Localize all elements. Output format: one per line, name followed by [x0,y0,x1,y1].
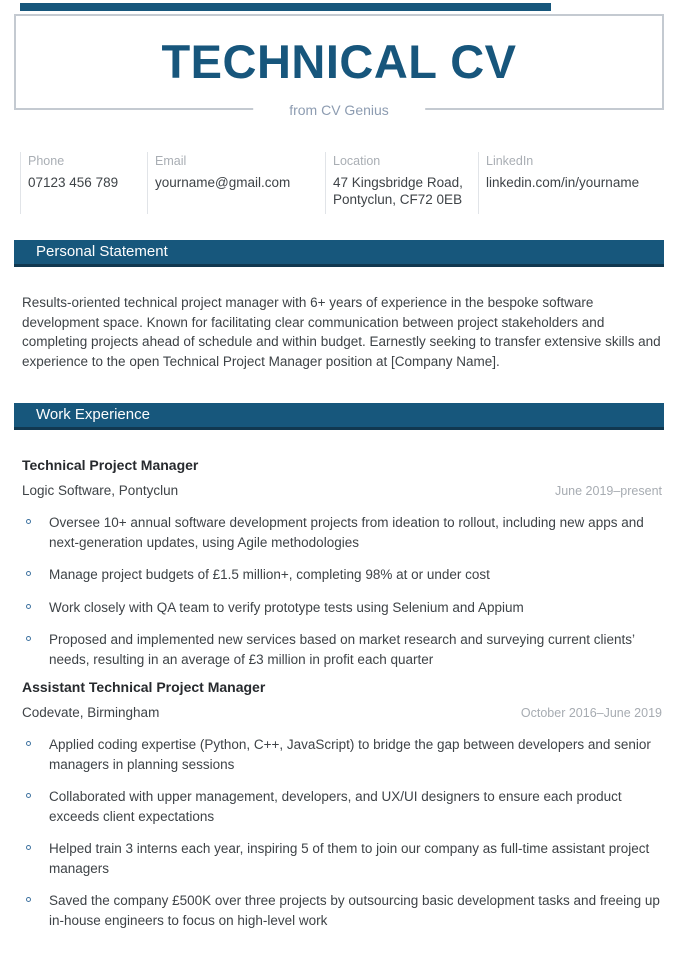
job-bullet-text: Saved the company £500K over three projects by outsourcing basic development tasks and freeing up in-house engineers to focus on high-level work [49,893,660,928]
job-bullet-text: Manage project budgets of £1.5 million+, completing 98% at or under cost [49,567,490,582]
contact-strip [20,152,664,214]
contact-value-email: yourname@gmail.com [155,175,291,190]
personal-statement-text: Results-oriented technical project manager with 6+ years of experience in the bespoke software development space. Known for facilitating clear communication between project stakeholders and completing projects ahead of schedule and within budget. Earnestly seeking to transfer extensive skills and experience to the open Technical Project Manager position at [Company Name]. [22,295,661,369]
job-dates: October 2016–June 2019 [520,706,662,720]
bullet-circle-icon [26,741,31,746]
job-company: Logic Software, Pontyclun [22,483,179,498]
contact-label-email: Email [155,154,187,168]
job-title: Technical Project Manager [22,457,199,473]
job-bullet-list [22,513,662,669]
section-header-work-experience: Work Experience [14,403,664,430]
job-bullet [22,513,662,552]
section-header-personal-statement: Personal Statement [14,240,664,267]
job-entry-assistant-technical-project-manager [22,679,662,943]
job-bullet-text: Work closely with QA team to verify prototype tests using Selenium and Appium [49,599,524,615]
title-box [14,14,664,118]
contact-item-linkedin [478,152,664,214]
job-bullet-text: Applied coding expertise (Python, C++, JavaScript) to bridge the gap between developers and senior managers in planning sessions [49,737,651,772]
job-entry-technical-project-manager [22,457,662,682]
contact-item-location [325,152,478,214]
job-bullet [22,891,662,930]
job-bullet [22,787,662,826]
tagline: from CV Genius [253,102,425,118]
job-bullet-text: Oversee 10+ annual software development projects from ideation to rollout, including new apps and next-generation updates, using Agile methodologies [49,515,644,550]
bullet-circle-icon [26,793,31,798]
job-title: Assistant Technical Project Manager [22,679,266,695]
job-bullet-text: Proposed and implemented new services based on market research and surveying current clients’ needs, resulting in an average of £3 million in profit each quarter [49,632,635,667]
job-meta [22,483,662,498]
top-accent-bar [20,3,551,11]
contact-value-phone: 07123 456 789 [28,175,119,190]
job-bullet [22,565,662,585]
job-meta [22,705,662,720]
contact-label-linkedin: LinkedIn [486,154,534,168]
job-bullet [22,735,662,774]
bullet-circle-icon [26,636,31,641]
job-bullet [22,630,662,669]
job-bullet-text: Helped train 3 interns each year, inspiring 5 of them to join our company as full-time assistant project managers [49,841,650,876]
bullet-circle-icon [26,519,31,524]
job-bullet-text: Collaborated with upper management, developers, and UX/UI designers to ensure each product exceeds client expectations [49,789,622,824]
contact-label-phone: Phone [28,154,65,168]
bullet-circle-icon [26,845,31,850]
contact-value-location: 47 Kingsbridge Road, Pontyclun, CF72 0EB [333,175,463,207]
job-dates: June 2019–present [554,484,662,498]
contact-item-phone [20,152,147,214]
bullet-circle-icon [26,897,31,902]
job-bullet [22,598,662,618]
contact-value-linkedin: linkedin.com/in/yourname [486,175,640,190]
job-bullet [22,839,662,878]
contact-label-location: Location [333,154,381,168]
bullet-circle-icon [26,571,31,576]
job-bullet-list [22,735,662,930]
job-company: Codevate, Birmingham [22,705,160,720]
bullet-circle-icon [26,604,31,609]
contact-item-email [147,152,325,214]
page-title: TECHNICAL CV [161,35,517,88]
